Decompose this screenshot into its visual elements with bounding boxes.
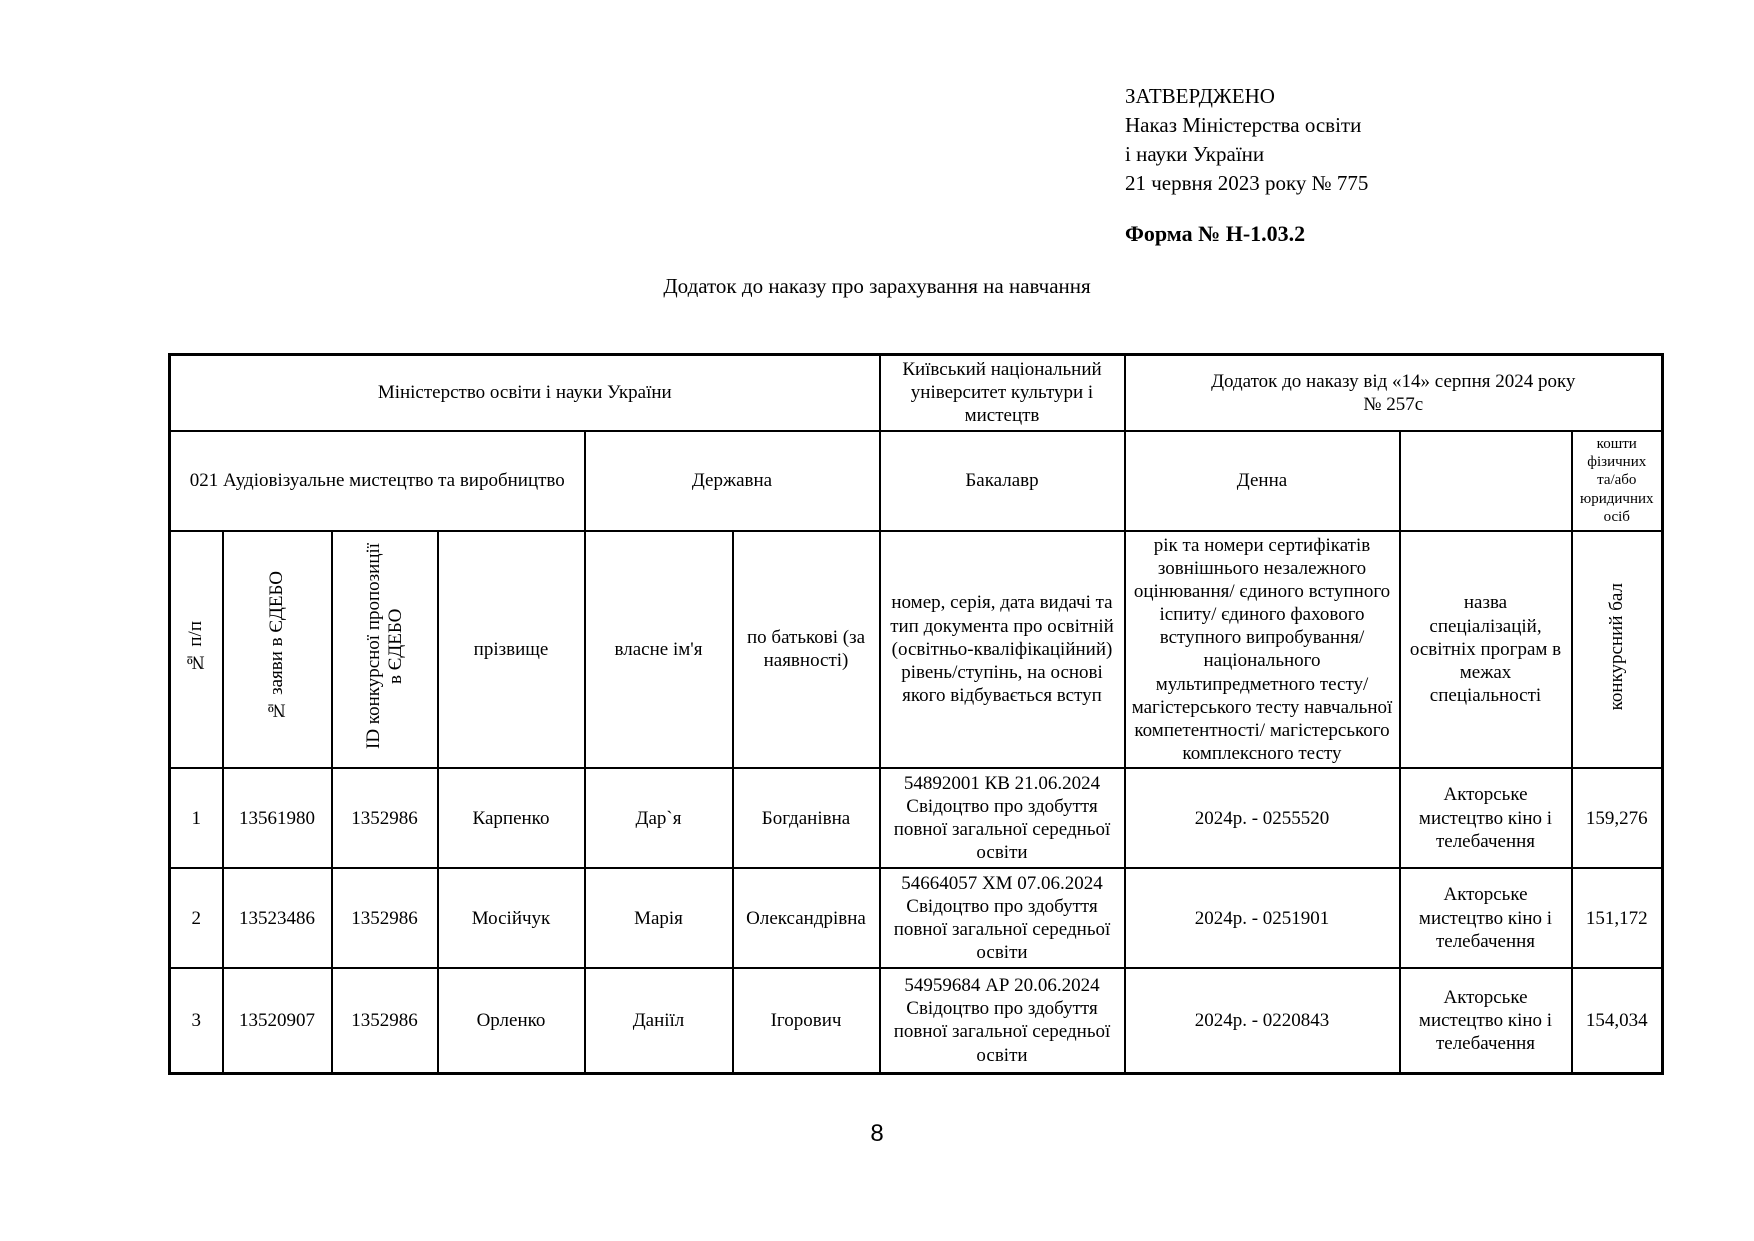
cell-program: Акторське мистецтво кіно і телебачення <box>1400 768 1572 868</box>
col-header-seq <box>170 531 223 769</box>
cell-score: 151,172 <box>1572 868 1663 968</box>
cell-seq: 3 <box>170 968 223 1073</box>
col-header-application-id <box>223 531 332 769</box>
funds-note-cell: кошти фізичних та/або юридичних осіб <box>1572 431 1663 531</box>
cell-patronymic: Богданівна <box>733 768 880 868</box>
col-header-score-label: конкурсний бал <box>1605 582 1627 710</box>
enrollment-table <box>168 353 1664 1075</box>
approval-order-line3: 21 червня 2023 року № 775 <box>1125 171 1369 195</box>
cell-offer-id: 1352986 <box>332 868 438 968</box>
col-header-score <box>1572 531 1663 769</box>
degree-cell: Бакалавр <box>880 431 1125 531</box>
study-form-cell: Денна <box>1125 431 1400 531</box>
cell-certificates: 2024р. - 0255520 <box>1125 768 1400 868</box>
annex-ref-line1: Додаток до наказу від «14» серпня 2024 року <box>1211 370 1576 392</box>
cell-score: 159,276 <box>1572 768 1663 868</box>
form-number: Форма № Н-1.03.2 <box>1125 221 1306 246</box>
program-header-row <box>170 431 1663 531</box>
col-header-patronymic: по батькові (за наявності) <box>733 531 880 769</box>
cell-education-document: 54959684 АР 20.06.2024 Свідоцтво про здобуття повної загальної середньої освіти <box>880 968 1125 1073</box>
cell-application-id: 13561980 <box>223 768 332 868</box>
approval-order-line2: і науки України <box>1125 142 1265 166</box>
cell-first-name: Марія <box>585 868 733 968</box>
cell-program: Акторське мистецтво кіно і телебачення <box>1400 868 1572 968</box>
cell-first-name: Дар`я <box>585 768 733 868</box>
page-number: 8 <box>870 1120 884 1147</box>
ministry-cell: Міністерство освіти і науки України <box>170 355 880 431</box>
cell-certificates: 2024р. - 0251901 <box>1125 868 1400 968</box>
cell-patronymic: Олександрівна <box>733 868 880 968</box>
cell-seq: 2 <box>170 868 223 968</box>
cell-first-name: Даніїл <box>585 968 733 1073</box>
cell-surname: Карпенко <box>438 768 585 868</box>
col-header-education-document: номер, серія, дата видачі та тип документа про освітній (освітньо-кваліфікаційний) рівень/ступінь, на основі якого відбувається вступ <box>880 531 1125 769</box>
cell-education-document: 54664057 ХМ 07.06.2024 Свідоцтво про здобуття повної загальної середньої освіти <box>880 868 1125 968</box>
col-header-program: назва спеціалізацій, освітніх програм в межах спеціальності <box>1400 531 1572 769</box>
col-header-offer-id-label: ID конкурсної пропозиції в ЄДЕБО <box>362 543 406 750</box>
column-header-row <box>170 531 1663 769</box>
approval-order-line1: Наказ Міністерства освіти <box>1125 113 1362 137</box>
org-header-row <box>170 355 1663 431</box>
annex-ref-cell <box>1125 355 1663 431</box>
funding-cell: Державна <box>585 431 880 531</box>
cell-certificates: 2024р. - 0220843 <box>1125 968 1400 1073</box>
col-header-certificates: рік та номери сертифікатів зовнішнього незалежного оцінювання/ єдиного вступного іспиту/ єдиного фахового вступного випробування/ національного мультипредметного тесту/ магістерського тесту навчальної компетентності/ магістерського комплексного тесту <box>1125 531 1400 769</box>
table-row <box>170 968 1663 1073</box>
cell-application-id: 13520907 <box>223 968 332 1073</box>
page-title: Додаток до наказу про зарахування на навчання <box>663 274 1091 298</box>
annex-ref-line2: № 257с <box>1363 393 1424 415</box>
cell-education-document: 54892001 КВ 21.06.2024 Свідоцтво про здобуття повної загальної середньої освіти <box>880 768 1125 868</box>
table-row <box>170 768 1663 868</box>
approval-block <box>1125 82 1368 248</box>
cell-application-id: 13523486 <box>223 868 332 968</box>
col-header-application-id-label: № заяви в ЄДЕБО <box>266 571 288 722</box>
cell-surname: Мосійчук <box>438 868 585 968</box>
specialty-cell: 021 Аудіовізуальне мистецтво та виробництво <box>170 431 585 531</box>
col-header-surname: прізвище <box>438 531 585 769</box>
cell-offer-id: 1352986 <box>332 768 438 868</box>
empty-cell <box>1400 431 1572 531</box>
col-header-seq-label: № п/п <box>185 620 207 672</box>
col-header-first-name: власне ім'я <box>585 531 733 769</box>
university-cell: Київський національний університет культури і мистецтв <box>880 355 1125 431</box>
cell-patronymic: Ігорович <box>733 968 880 1073</box>
cell-seq: 1 <box>170 768 223 868</box>
cell-program: Акторське мистецтво кіно і телебачення <box>1400 968 1572 1073</box>
cell-score: 154,034 <box>1572 968 1663 1073</box>
col-header-offer-id <box>332 531 438 769</box>
approval-approved-line: ЗАТВЕРДЖЕНО <box>1125 84 1275 108</box>
table-row <box>170 868 1663 968</box>
cell-offer-id: 1352986 <box>332 968 438 1073</box>
cell-surname: Орленко <box>438 968 585 1073</box>
